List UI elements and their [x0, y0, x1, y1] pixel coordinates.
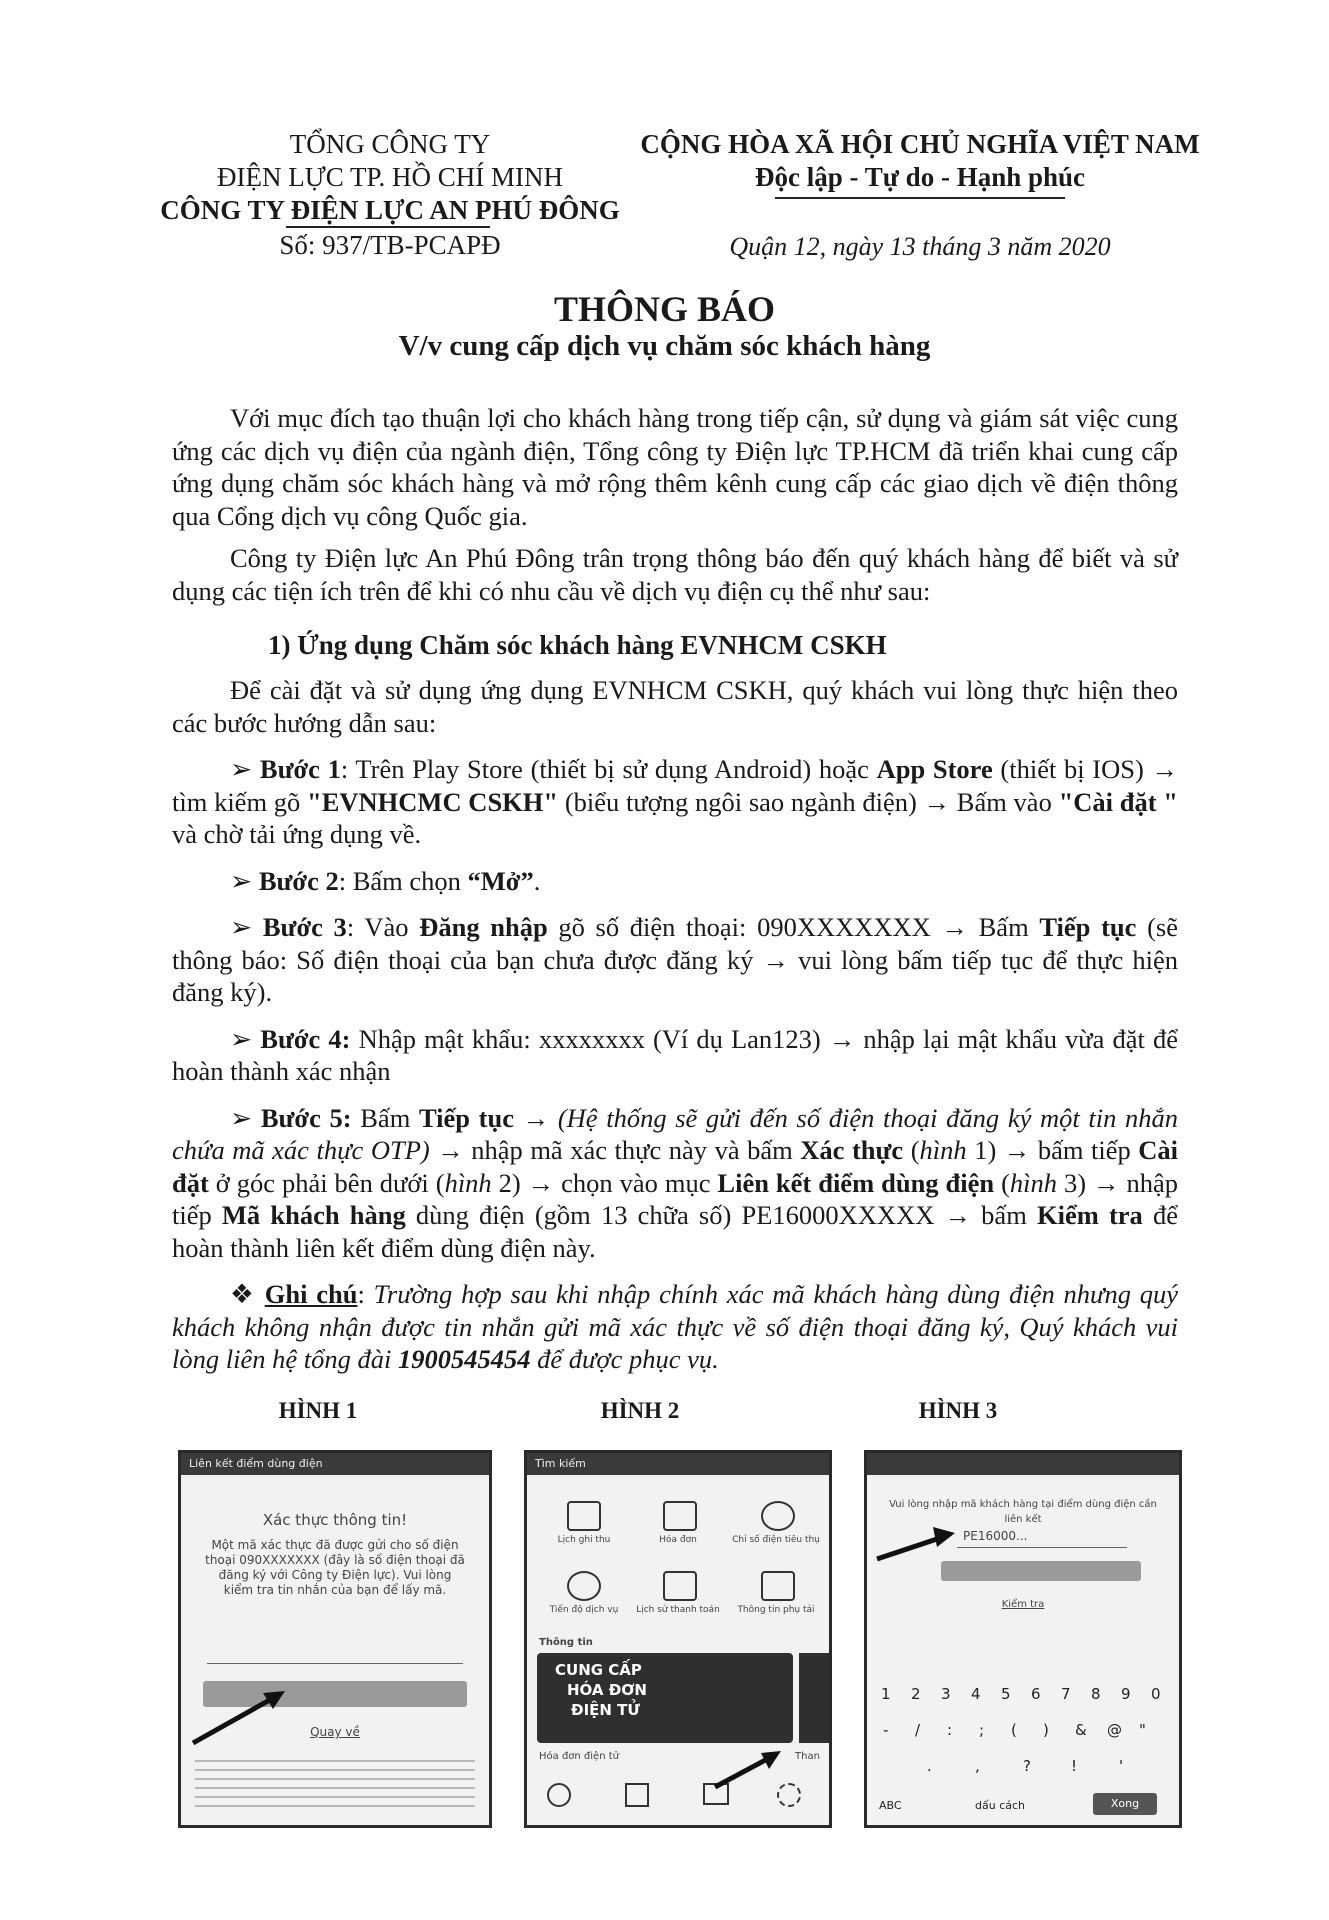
steps-block — [172, 674, 1178, 1376]
figure-2-item-4: Tiến độ dịch vụ — [549, 1605, 619, 1615]
note-colon: : — [357, 1279, 374, 1309]
figure-1-app-bar — [181, 1453, 489, 1475]
figure-2-item-3: Chỉ số điện tiêu thụ — [732, 1535, 820, 1545]
figure-1-title: Xác thực thông tin! — [262, 1511, 408, 1529]
step-5-text-m: 2) → chọn vào mục — [491, 1167, 718, 1198]
national-motto-line-1: CỘNG HÒA XÃ HỘI CHỦ NGHĨA VIỆT NAM — [640, 129, 1200, 159]
step-5-text-a: Bấm — [351, 1102, 419, 1133]
figure-3-digit-key-2: 3 — [941, 1685, 951, 1703]
step-5-fig-ref-2: hình — [444, 1167, 492, 1198]
issuer-line-1: TỔNG CÔNG TY — [289, 129, 491, 159]
figure-3-symbol-key-1: / — [915, 1721, 921, 1739]
figure-3-digit-key-9: 0 — [1151, 1685, 1161, 1703]
figure-3-digit-key-5: 6 — [1031, 1685, 1041, 1703]
figure-3-punct-key-1: , — [975, 1757, 980, 1775]
figure-3-punct-key-4: ' — [1119, 1757, 1124, 1775]
figure-2-label: HÌNH 2 — [600, 1398, 680, 1423]
figure-2-item-6: Thông tin phụ tải — [737, 1605, 815, 1615]
figure-2-search-bar — [527, 1453, 829, 1475]
figure-3-punct-key-2: ? — [1023, 1757, 1031, 1775]
step-3-text-c: gõ số điện thoại: 090XXXXXXX → Bấm — [547, 912, 1040, 942]
figure-2-item-5: Lịch sử thanh toán — [636, 1605, 720, 1615]
figure-2-banner-line-3: ĐIỆN TỬ — [571, 1701, 640, 1719]
intro-block — [172, 402, 1178, 607]
step-5-label: Bước 5: — [260, 1102, 352, 1133]
figure-3-done-key: Xong — [1093, 1793, 1157, 1815]
figure-3-digit-key-4: 5 — [1001, 1685, 1011, 1703]
figure-3-punct-key-0: . — [927, 1757, 932, 1775]
figure-2-banner-caption: Hóa đơn điện tử — [539, 1751, 619, 1762]
step-5-text-i: 1) → bấm tiếp — [966, 1135, 1139, 1165]
step-2-text-c: . — [533, 865, 541, 896]
figure-3-digit-key-8: 9 — [1121, 1685, 1131, 1703]
figure-2-grid-icon — [625, 1783, 649, 1807]
note-text: Trường hợp sau khi nhập chính xác mã khách hàng dùng điện nhưng quý khách không nhận được tin nhắn gửi mã xác thực về số điện thoại đăng ký, Quý khách vui lòng liên hệ tổng đài — [172, 1279, 1179, 1374]
figure-2-calendar-icon — [567, 1501, 601, 1531]
step-5-text-o: ( — [994, 1167, 1010, 1198]
section-heading: 1) Ứng dụng Chăm sóc khách hàng EVNHCM CSKH — [268, 630, 887, 660]
figure-2-meter-icon — [761, 1501, 795, 1531]
figure-3-prompt: Vui lòng nhập mã khách hàng tại điểm dùng điện cần liên kết — [889, 1499, 1157, 1525]
step-5-text-k: ở góc phải bên dưới ( — [208, 1167, 445, 1198]
figure-1-back-link: Quay về — [310, 1725, 360, 1739]
figure-2-item-1: Lịch ghi thu — [557, 1535, 611, 1545]
figure-1-bar-title: Liên kết điểm dùng điện — [189, 1457, 323, 1470]
issuer-line-2: ĐIỆN LỰC TP. HỒ CHÍ MINH — [217, 162, 563, 192]
step-1-label: Bước 1 — [259, 754, 341, 784]
figure-3-symbol-key-6: & — [1075, 1721, 1087, 1739]
figure-1-screenshot — [178, 1450, 492, 1828]
figure-2-banner-next — [799, 1653, 829, 1743]
figure-3-symbol-key-3: ; — [979, 1721, 985, 1739]
figure-3-digit-key-3: 4 — [971, 1685, 981, 1703]
step-3-label: Bước 3 — [262, 912, 347, 942]
document-date: Quận 12, ngày 13 tháng 3 năm 2020 — [729, 232, 1111, 261]
step-2-open: “Mở” — [467, 865, 534, 896]
figure-3-symbol-key-7: @ — [1107, 1721, 1122, 1739]
figure-3-label: HÌNH 3 — [918, 1398, 998, 1423]
figure-3-space-key: dấu cách — [975, 1799, 1025, 1812]
figure-1-label: HÌNH 1 — [278, 1398, 358, 1423]
figure-2-search-label: Tìm kiếm — [535, 1457, 586, 1470]
national-motto-block — [640, 128, 1200, 194]
figure-3-check-link: Kiểm tra — [1001, 1599, 1045, 1610]
figure-1-message: Một mã xác thực đã được gửi cho số điện thoại 090XXXXXXX (đây là số điện thoại đã đăng ký với Công ty Điện lực). Vui lòng kiểm tra tin nhắn của bạn để lấy mã. — [205, 1538, 465, 1597]
step-3: ➢ Bước 3: Vào Đăng nhập gõ số điện thoại: 090XXXXXXX → Bấm Tiếp tục (sẽ thông báo: Số điện thoại của bạn chưa được đăng ký → vui lòng bấm tiếp tục để thực hiện đăng ký). — [172, 912, 1178, 1007]
figure-1-footer-text-blur — [195, 1753, 475, 1811]
paragraph-1: Với mục đích tạo thuận lợi cho khách hàng trong tiếp cận, sử dụng và giám sát việc cung ứng các dịch vụ điện của ngành điện, Tổng công ty Điện lực TP.HCM đã triển khai cung cấp ứng dụng chăm sóc khách hàng và mở rộng thêm kênh cung cấp các giao dịch về điện thông qua Cổng dịch vụ công Quốc gia. — [172, 403, 1178, 531]
paragraph-2: Công ty Điện lực An Phú Đông trân trọng thông báo đến quý khách hàng để biết và sử dụng các tiện ích trên để khi có nhu cầu về dịch vụ điện cụ thể như sau: — [172, 543, 1178, 606]
figure-3-digit-key-7: 8 — [1091, 1685, 1101, 1703]
figure-3-symbol-key-2: : — [947, 1721, 953, 1739]
figure-1-arrow-icon — [185, 1679, 295, 1749]
note-hotline: 1900545454 — [397, 1344, 531, 1374]
step-5-text-e: → nhập mã xác thực này và bấm — [429, 1135, 801, 1165]
step-3-login: Đăng nhập — [419, 912, 548, 942]
figure-2-search-icon — [547, 1783, 571, 1807]
step-5-fig-ref-3: hình — [1009, 1167, 1058, 1198]
document-number: Số: 937/TB-PCAPĐ — [279, 230, 501, 260]
issuer-block — [150, 128, 630, 262]
figure-3-input-value: PE16000... — [963, 1529, 1028, 1543]
step-1-install: "Cài đặt " — [1058, 786, 1179, 817]
figure-2-progress-icon — [567, 1571, 601, 1601]
note: ❖ Ghi chú: Trường hợp sau khi nhập chính xác mã khách hàng dùng điện nhưng quý khách không nhận được tin nhắn gửi mã xác thực về số điện thoại đăng ký, Quý khách vui lòng liên hệ tổng đài 1900545454 để được phục vụ. — [172, 1279, 1179, 1374]
step-5-text-s: dùng điện (gồm 13 chữa số) PE16000XXXXX → bấm — [405, 1200, 1037, 1230]
step-5-verify: Xác thực — [800, 1135, 904, 1165]
figure-2-banner-line-1: CUNG CẤP — [555, 1661, 642, 1679]
step-1-text-g: và chờ tải ứng dụng về. — [172, 819, 422, 849]
figure-2-screenshot — [524, 1450, 832, 1828]
step-1-text-e: (biểu tượng ngôi sao ngành điện) → Bấm vào — [558, 786, 1059, 817]
figure-3-symbol-key-5: ) — [1043, 1721, 1049, 1739]
figure-2-banner-caption-2: Than — [795, 1751, 820, 1762]
figure-2-chart-icon — [761, 1571, 795, 1601]
note-text-end: để được phục vụ. — [530, 1344, 719, 1374]
step-4-text-a: Nhập mật khẩu: xxxxxxxx (Ví dụ Lan123) → nhập lại mật khẩu vừa đặt để hoàn thành xác nhận — [172, 1023, 1178, 1086]
step-5-text-q: 3) → nhập tiếp — [172, 1167, 1179, 1230]
step-5-customer-code: Mã khách hàng — [221, 1200, 406, 1230]
step-5-continue: Tiếp tục — [418, 1102, 515, 1133]
figure-3-arrow-icon — [871, 1519, 967, 1589]
step-5-text-g: ( — [903, 1135, 920, 1165]
step-5-settings: Cài đặt — [172, 1135, 1179, 1198]
issuer-underline — [286, 226, 490, 228]
step-4: ➢ Bước 4: Nhập mật khẩu: xxxxxxxx (Ví dụ Lan123) → nhập lại mật khẩu vừa đặt để hoàn thành xác nhận — [172, 1023, 1178, 1086]
step-3-continue: Tiếp tục — [1039, 912, 1137, 942]
document-subtitle: V/v cung cấp dịch vụ chăm sóc khách hàng — [398, 330, 931, 362]
paragraph-3: Để cài đặt và sử dụng ứng dụng EVNHCM CSKH, quý khách vui lòng thực hiện theo các bước hướng dẫn sau: — [172, 675, 1178, 738]
figure-3-symbol-key-4: ( — [1011, 1721, 1017, 1739]
figure-3-abc-key: ABC — [879, 1799, 902, 1812]
step-1-search-term: "EVNHCMC CSKH" — [307, 786, 559, 817]
step-4-label: Bước 4: — [260, 1023, 351, 1054]
step-5-fig-ref-1: hình — [919, 1135, 967, 1165]
step-5-otp-note: (Hệ thống sẽ gửi đến số điện thoại đăng ký một tin nhắn chứa mã xác thực OTP) — [172, 1102, 1179, 1165]
step-5-check: Kiểm tra — [1036, 1200, 1143, 1230]
figure-3-digit-key-1: 2 — [911, 1685, 921, 1703]
step-3-text-a: : Vào — [346, 912, 420, 942]
national-motto-line-2: Độc lập - Tự do - Hạnh phúc — [754, 162, 1086, 192]
figure-3-symbol-key-0: - — [883, 1721, 889, 1739]
step-1-text-c: (thiết bị IOS) → tìm kiếm gõ — [172, 754, 1179, 817]
note-label: Ghi chú — [264, 1279, 358, 1309]
figure-3-symbol-key-8: " — [1139, 1721, 1146, 1739]
step-2: ➢ Bước 2: Bấm chọn “Mở”. — [230, 865, 541, 896]
step-3-text-e: (sẽ thông báo: Số điện thoại của bạn chưa được đăng ký → vui lòng bấm tiếp tục để thực hiện đăng ký). — [172, 912, 1178, 1007]
figure-2-invoice-icon — [663, 1501, 697, 1531]
figure-2-payment-icon — [663, 1571, 697, 1601]
figure-3-input-line — [957, 1547, 1127, 1548]
figure-2-banner — [537, 1653, 793, 1743]
step-1: ➢ Bước 1: Trên Play Store (thiết bị sử dụng Android) hoặc App Store (thiết bị IOS) → tìm kiếm gõ "EVNHCMC CSKH" (biểu tượng ngôi sao ngành điện) → Bấm vào "Cài đặt " và chờ tải ứng dụng về. — [172, 754, 1179, 849]
step-5-text-u: để hoàn thành liên kết điểm dùng điện này. — [172, 1200, 1178, 1263]
figure-2-item-2: Hóa đơn — [659, 1535, 697, 1545]
figure-2-info-heading: Thông tin — [539, 1637, 593, 1648]
figure-2-banner-line-2: HÓA ĐƠN — [567, 1681, 647, 1699]
step-2-label: Bước 2 — [258, 865, 339, 896]
step-5-text-c: → — [514, 1102, 558, 1133]
document-title: THÔNG BÁO — [553, 289, 776, 329]
motto-underline — [775, 197, 1065, 199]
step-1-app-store: App Store — [876, 754, 993, 784]
step-5-link-point: Liên kết điểm dùng điện — [717, 1167, 995, 1198]
figure-3-digit-key-0: 1 — [881, 1685, 891, 1703]
figure-3-punct-key-3: ! — [1071, 1757, 1078, 1775]
step-1-text-a: : Trên Play Store (thiết bị sử dụng Android) hoặc — [340, 754, 877, 784]
figure-3-check-button — [941, 1561, 1141, 1581]
figure-3-screenshot — [864, 1450, 1182, 1828]
figure-2-arrow-icon — [709, 1743, 789, 1793]
figure-3-app-bar — [867, 1453, 1179, 1475]
figure-3-digit-key-6: 7 — [1061, 1685, 1071, 1703]
step-5: ➢ Bước 5: Bấm Tiếp tục → (Hệ thống sẽ gửi đến số điện thoại đăng ký một tin nhắn chứa mã xác thực OTP) → nhập mã xác thực này và bấm Xác thực (hình 1) → bấm tiếp Cài đặt ở góc phải bên dưới (hình 2) → chọn vào mục Liên kết điểm dùng điện (hình 3) → nhập tiếp Mã khách hàng dùng điện (gồm 13 chữa số) PE16000XXXXX → bấm Kiểm tra để hoàn thành liên kết điểm dùng điện này. — [172, 1102, 1179, 1263]
step-2-text-a: : Bấm chọn — [338, 865, 468, 896]
figure-1-otp-line — [207, 1663, 463, 1664]
issuer-line-3: CÔNG TY ĐIỆN LỰC AN PHÚ ĐÔNG — [160, 195, 620, 225]
